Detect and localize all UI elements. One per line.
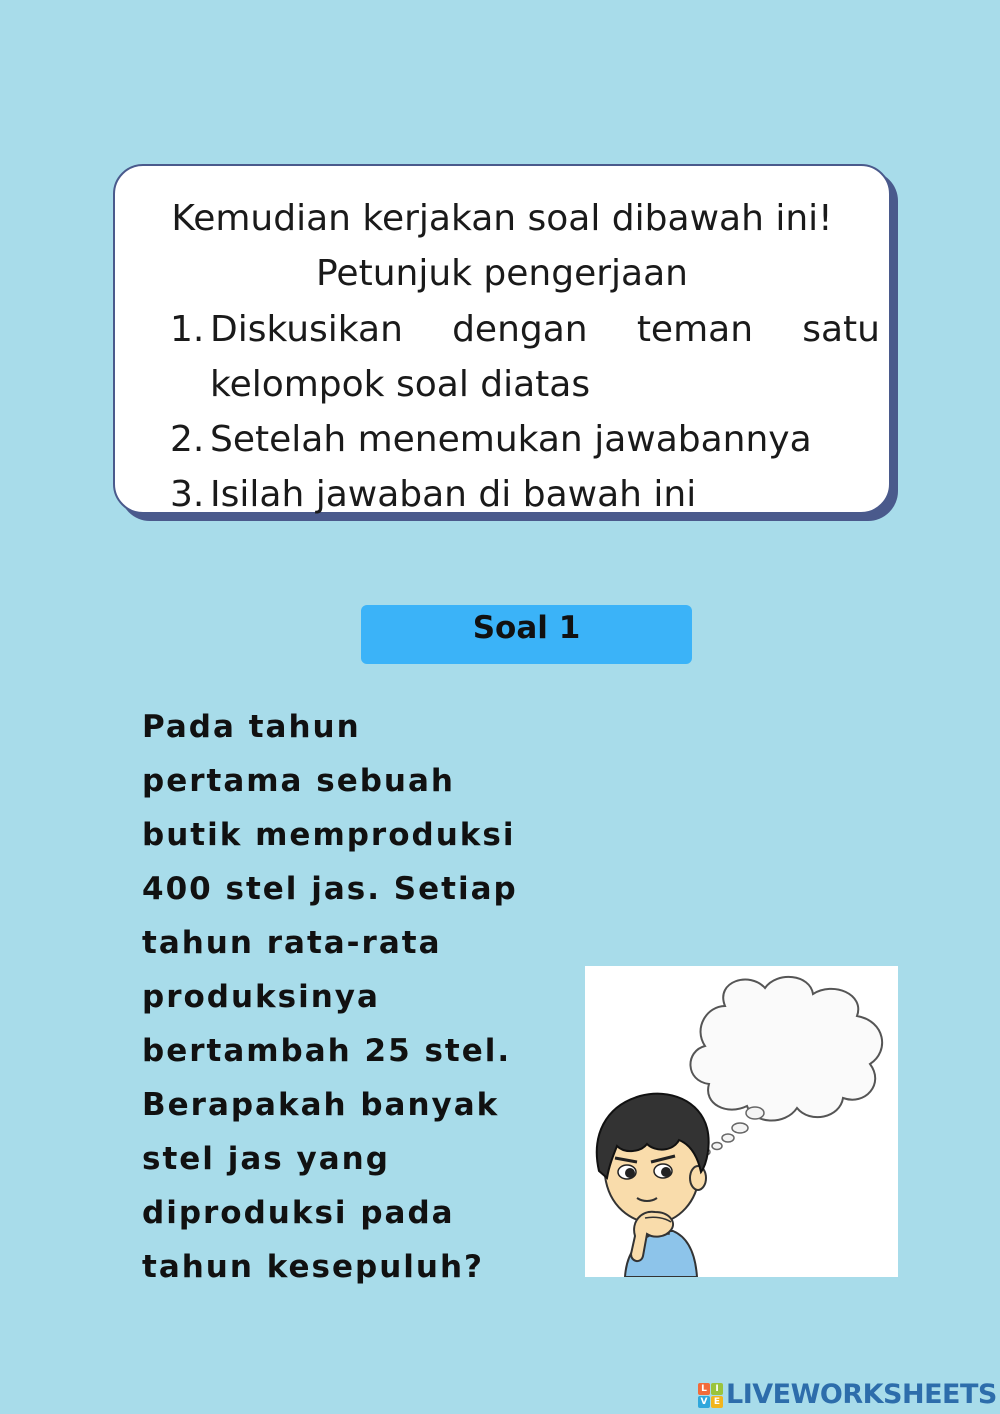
item-1-word: Diskusikan xyxy=(210,309,403,350)
question-line: 400 stel jas. Setiap xyxy=(142,871,518,907)
question-line: tahun rata-rata xyxy=(142,925,442,961)
item-1-word: teman xyxy=(636,309,754,350)
item-1-line1 xyxy=(210,309,880,350)
logo-letter: L xyxy=(698,1383,710,1395)
instructions-subheading: Petunjuk pengerjaan xyxy=(316,253,688,294)
soal-label: Soal 1 xyxy=(361,605,692,664)
thinking-boy-icon xyxy=(585,966,898,1277)
item-1-number: 1. xyxy=(170,309,205,350)
item-3-text: Isilah jawaban di bawah ini xyxy=(210,474,697,515)
liveworksheets-logo xyxy=(698,1381,997,1409)
logo-mark xyxy=(698,1383,723,1408)
question-line: produksinya xyxy=(142,979,380,1015)
item-2-number: 2. xyxy=(170,419,205,460)
question-line: tahun kesepuluh? xyxy=(142,1249,485,1285)
question-line: Berapakah banyak xyxy=(142,1087,500,1123)
instructions-card xyxy=(113,164,891,514)
instructions-heading: Kemudian kerjakan soal dibawah ini! xyxy=(171,198,833,239)
item-1-word: dengan xyxy=(452,309,588,350)
question-line: Pada tahun xyxy=(142,709,361,745)
item-3-number: 3. xyxy=(170,474,205,515)
logo-letter: E xyxy=(711,1396,723,1408)
question-text xyxy=(142,705,562,1299)
question-line: pertama sebuah xyxy=(142,763,455,799)
item-2-text: Setelah menemukan jawabannya xyxy=(210,419,812,460)
logo-text: LIVEWORKSHEETS xyxy=(726,1379,997,1410)
question-line: stel jas yang xyxy=(142,1141,390,1177)
question-line: bertambah 25 stel. xyxy=(142,1033,512,1069)
logo-letter: V xyxy=(698,1396,710,1408)
item-1-word: satu xyxy=(802,309,880,350)
question-line: diproduksi pada xyxy=(142,1195,455,1231)
logo-letter: I xyxy=(711,1383,723,1395)
item-1-line2: kelompok soal diatas xyxy=(210,364,591,405)
question-line: butik memproduksi xyxy=(142,817,516,853)
